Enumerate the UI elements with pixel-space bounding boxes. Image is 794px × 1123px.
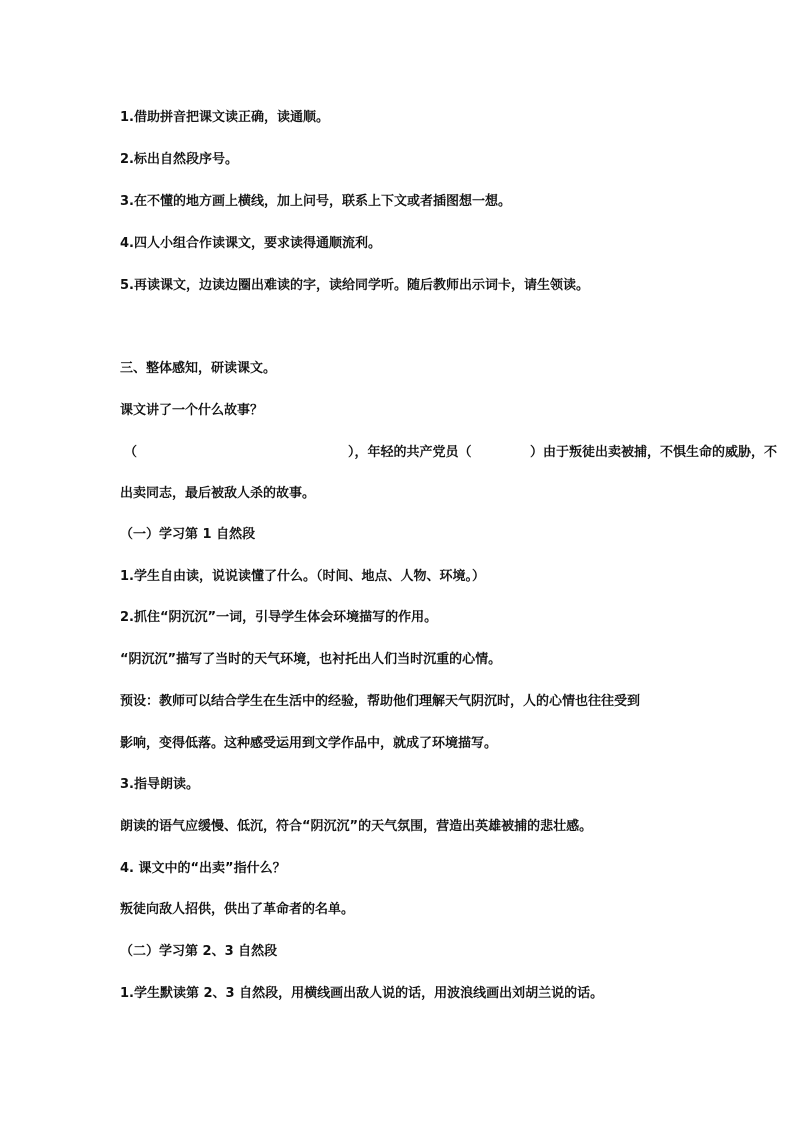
sub1-step-2: 2.抓住“阴沉沉”一词，引导学生体会环境描写的作用。 [120, 610, 438, 625]
step-2: 2.标出自然段序号。 [120, 152, 238, 167]
blank-close-1: ），年轻的共产党员（ [348, 445, 472, 460]
step-4: 4.四人小组合作读课文，要求读得通顺流利。 [120, 236, 381, 251]
subsection-1-heading: （一）学习第 1 自然段 [120, 527, 256, 542]
step-3: 3.在不懂的地方画上横线，加上问号，联系上下文或者插图想一想。 [120, 194, 511, 209]
step-1: 1.借助拼音把课文读正确，读通顺。 [120, 110, 329, 125]
preset-line-1: 预设：教师可以结合学生在生活中的经验，帮助他们理解天气阴沉时，人的心情也往往受到 [120, 694, 641, 709]
reading-guidance: 朗读的语气应缓慢、低沉，符合“阴沉沉”的天气氛围，营造出英雄被捕的悲壮感。 [120, 819, 593, 834]
sub2-step-1: 1.学生默读第 2、3 自然段，用横线画出敌人说的话，用波浪线画出刘胡兰说的话。 [120, 986, 604, 1001]
step-5: 5.再读课文，边读边圈出难读的字，读给同学听。随后教师出示词卡，请生领读。 [120, 278, 589, 293]
preset-line-2: 影响，变得低落。这种感受运用到文学作品中，就成了环境描写。 [120, 736, 498, 751]
answer-continuation: 出卖同志，最后被敌人杀的故事。 [120, 486, 316, 501]
blank-close-2: ）由于叛徒出卖被捕，不惧生命的威胁，不 [530, 445, 778, 460]
sub1-explanation: “阴沉沉”描写了当时的天气环境，也衬托出人们当时沉重的心情。 [120, 652, 502, 667]
blank-open-1: （ [124, 445, 138, 460]
sub1-step-1: 1.学生自由读，说说读懂了什么。（时间、地点、人物、环境。） [120, 569, 485, 584]
sub1-step-4: 4. 课文中的“出卖”指什么？ [120, 861, 286, 876]
question: 课文讲了一个什么故事？ [120, 403, 264, 418]
sub1-step-3: 3.指导朗读。 [120, 777, 199, 792]
section-heading: 三、整体感知，研读课文。 [120, 361, 277, 376]
traitor-explanation: 叛徒向敌人招供，供出了革命者的名单。 [120, 902, 355, 917]
subsection-2-heading: （二）学习第 2、3 自然段 [120, 944, 278, 959]
